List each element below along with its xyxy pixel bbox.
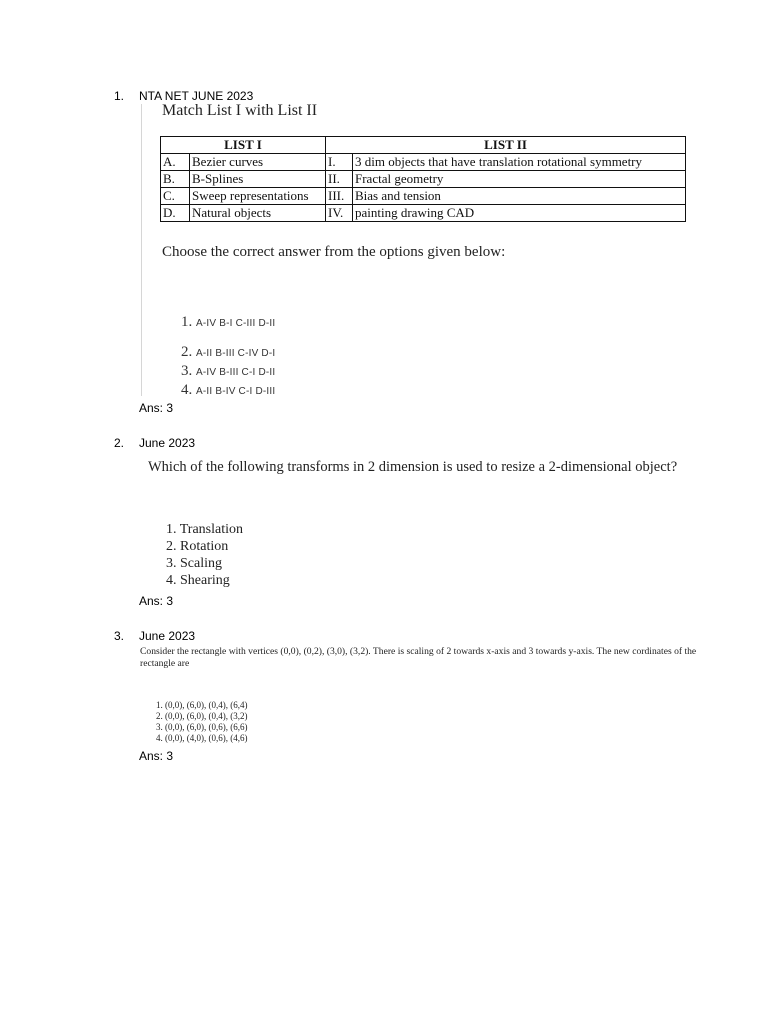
option-2: 2. (0,0), (6,0), (0,4), (3,2) [156, 711, 248, 721]
question-3-answer: Ans: 3 [139, 749, 174, 763]
question-source: June 2023 [139, 629, 196, 643]
scan-border [141, 104, 142, 396]
list-2-item: Bias and tension [353, 188, 686, 205]
question-1-prompt: Choose the correct answer from the options given below: [162, 244, 506, 260]
question-number: 1. [114, 89, 125, 103]
list-1-item: B-Splines [190, 171, 326, 188]
list-2-key: I. [326, 154, 353, 171]
list-2-item: Fractal geometry [353, 171, 686, 188]
list-1-header: LIST I [161, 137, 326, 154]
option-number: 3. [181, 363, 193, 379]
option-text: A-IV B-I C-III D-II [196, 318, 276, 329]
option-1: 1. Translation [166, 522, 244, 537]
table-row [161, 171, 686, 188]
list-2-item: 3 dim objects that have translation rotational symmetry [353, 154, 686, 171]
option-4: 4. Shearing [166, 573, 230, 588]
list-2-key: IV. [326, 205, 353, 222]
list-1-key: A. [161, 154, 190, 171]
question-3-text: Consider the rectangle with vertices (0,0), (0,2), (3,0), (3,2). There is scaling of 2 towards x-axis and 3 towards y-axis. The new cordinates of the rectangle are [140, 646, 697, 669]
list-1-item: Sweep representations [190, 188, 326, 205]
list-1-key: C. [161, 188, 190, 205]
question-number: 2. [114, 436, 125, 450]
option-4 [181, 381, 275, 401]
option-text: A-IV B-III C-I D-II [196, 367, 276, 378]
list-2-header: LIST II [326, 137, 686, 154]
list-1-item: Natural objects [190, 205, 326, 222]
table-row [161, 188, 686, 205]
option-3: 3. (0,0), (6,0), (0,6), (6,6) [156, 722, 248, 732]
list-2-key: III. [326, 188, 353, 205]
question-2-answer: Ans: 3 [139, 594, 174, 608]
list-1-item: Bezier curves [190, 154, 326, 171]
question-1-title: Match List I with List II [162, 102, 318, 119]
table-row [161, 154, 686, 171]
question-number: 3. [114, 629, 125, 643]
option-2 [181, 343, 275, 363]
option-number: 4. [181, 382, 193, 398]
option-1 [181, 313, 275, 333]
question-2-text: Which of the following transforms in 2 dimension is used to resize a 2-dimensional object? [148, 459, 678, 475]
option-1: 1. (0,0), (6,0), (0,4), (6,4) [156, 700, 248, 710]
question-source: NTA NET JUNE 2023 [139, 89, 254, 103]
match-table [160, 136, 686, 222]
option-3 [181, 362, 275, 382]
option-text: A-II B-IV C-I D-III [196, 386, 276, 397]
option-4: 4. (0,0), (4,0), (0,6), (4,6) [156, 733, 248, 743]
list-1-key: B. [161, 171, 190, 188]
option-number: 1. [181, 314, 193, 330]
table-header-row [161, 137, 686, 154]
table-row [161, 205, 686, 222]
question-1-answer: Ans: 3 [139, 401, 174, 415]
list-2-item: painting drawing CAD [353, 205, 686, 222]
question-source: June 2023 [139, 436, 196, 450]
option-2: 2. Rotation [166, 539, 229, 554]
option-3: 3. Scaling [166, 556, 222, 571]
list-1-key: D. [161, 205, 190, 222]
option-text: A-II B-III C-IV D-I [196, 348, 276, 359]
option-number: 2. [181, 344, 193, 360]
list-2-key: II. [326, 171, 353, 188]
